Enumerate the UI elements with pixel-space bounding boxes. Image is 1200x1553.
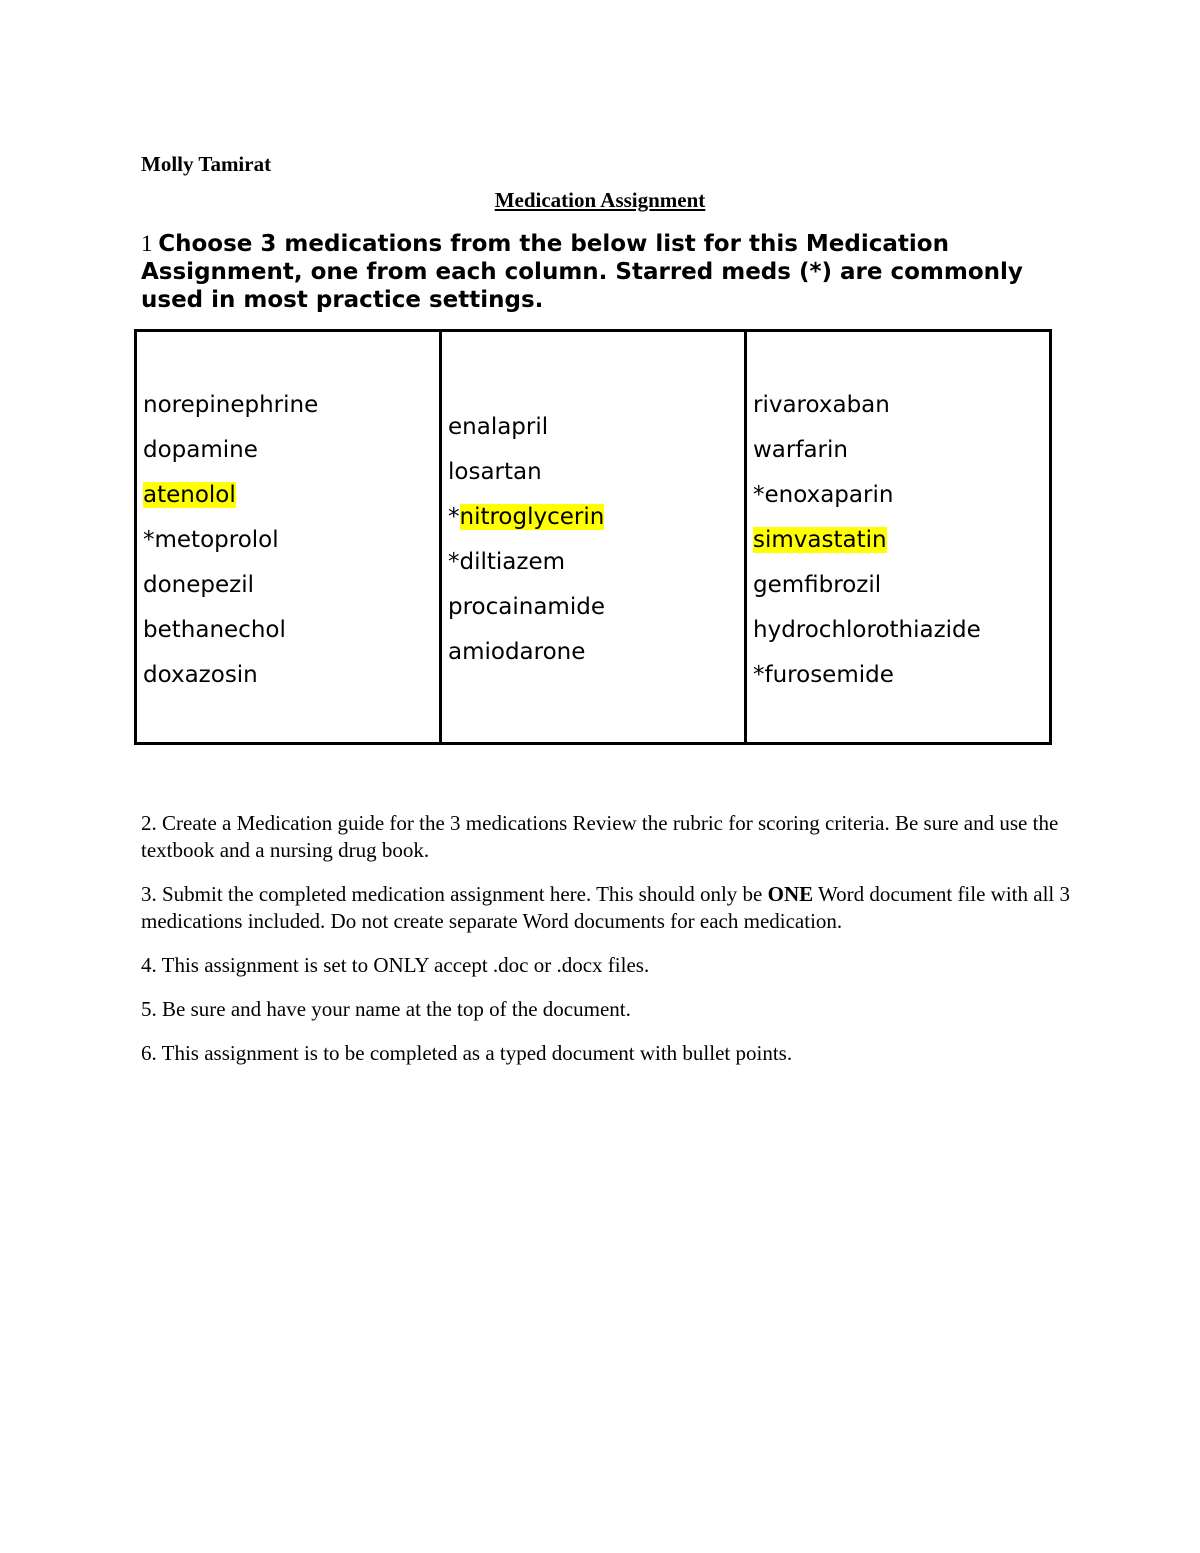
medication-name: metoprolol: [154, 527, 279, 553]
medication-name: furosemide: [764, 662, 894, 688]
medication-item: [143, 480, 318, 525]
medication-list-1: [143, 390, 318, 705]
medication-column-2: [442, 332, 747, 742]
medication-list-3: [753, 390, 981, 705]
medication-item: [448, 457, 605, 502]
medication-name: enalapril: [448, 414, 549, 440]
medication-name: doxazosin: [143, 662, 258, 688]
author-name: Molly Tamirat: [141, 152, 272, 176]
medication-item: [753, 480, 981, 525]
medication-name: simvastatin: [753, 527, 887, 553]
medication-item: [753, 570, 981, 615]
medication-item: [143, 525, 318, 570]
common-med-star: *: [448, 549, 460, 575]
medication-item: [143, 615, 318, 660]
document-title: Medication Assignment: [494, 188, 706, 212]
step-6: 6. This assignment is to be completed as a typed document with bullet points.: [141, 1041, 793, 1065]
medication-item: [143, 660, 318, 705]
step-3: [141, 881, 1071, 935]
step-5: 5. Be sure and have your name at the top of the document.: [141, 997, 631, 1021]
medication-name: warfarin: [753, 437, 848, 463]
instruction-number: 1: [141, 231, 153, 256]
common-med-star: *: [448, 504, 460, 530]
medication-column-1: [137, 332, 442, 742]
medication-item: [448, 592, 605, 637]
medication-name: enoxaparin: [764, 482, 894, 508]
step-4: 4. This assignment is set to ONLY accept .doc or .docx files.: [141, 953, 650, 977]
medication-name: hydrochlorothiazide: [753, 617, 981, 643]
medication-name: procainamide: [448, 594, 605, 620]
medication-list-2: [448, 412, 605, 682]
medication-item: [753, 390, 981, 435]
medication-name: bethanechol: [143, 617, 286, 643]
common-med-star: *: [143, 527, 155, 553]
medication-name: atenolol: [143, 482, 236, 508]
instruction-text: Choose 3 medications from the below list for this Medication Assignment, one from each column. Starred meds (*) are commonly used in most practice settings.: [141, 231, 1023, 313]
common-med-star: *: [753, 482, 765, 508]
medication-item: [753, 525, 981, 570]
medication-column-3: [747, 332, 1049, 742]
medication-item: [753, 435, 981, 480]
medication-name: losartan: [448, 459, 542, 485]
medication-item: [448, 637, 605, 682]
medication-name: gemfibrozil: [753, 572, 882, 598]
medication-item: [753, 660, 981, 705]
medication-name: diltiazem: [459, 549, 566, 575]
step-3-text-end: Word document file with all 3 medications included. Do not create separate Word documents for each medication.: [141, 882, 1070, 933]
instruction-choose-medications: [141, 230, 1071, 314]
medication-item: [753, 615, 981, 660]
medication-item: [143, 570, 318, 615]
medication-name: norepinephrine: [143, 392, 319, 418]
medication-name: rivaroxaban: [753, 392, 890, 418]
medication-item: [448, 502, 605, 547]
medication-table: [134, 329, 1052, 745]
step-2: 2. Create a Medication guide for the 3 medications Review the rubric for scoring criteria. Be sure and use the textbook and a nursing drug book.: [141, 811, 1059, 862]
step-3-text-start: 3. Submit the completed medication assignment here. This should only be: [141, 882, 768, 906]
medication-name: amiodarone: [448, 639, 586, 665]
step-3-emphasis: ONE: [767, 882, 814, 906]
medication-name: donepezil: [143, 572, 255, 598]
common-med-star: *: [753, 662, 765, 688]
medication-item: [448, 547, 605, 592]
medication-item: [448, 412, 605, 457]
assignment-steps: [141, 810, 1071, 1084]
medication-name: nitroglycerin: [459, 504, 605, 530]
medication-item: [143, 435, 318, 480]
medication-name: dopamine: [143, 437, 258, 463]
medication-item: [143, 390, 318, 435]
